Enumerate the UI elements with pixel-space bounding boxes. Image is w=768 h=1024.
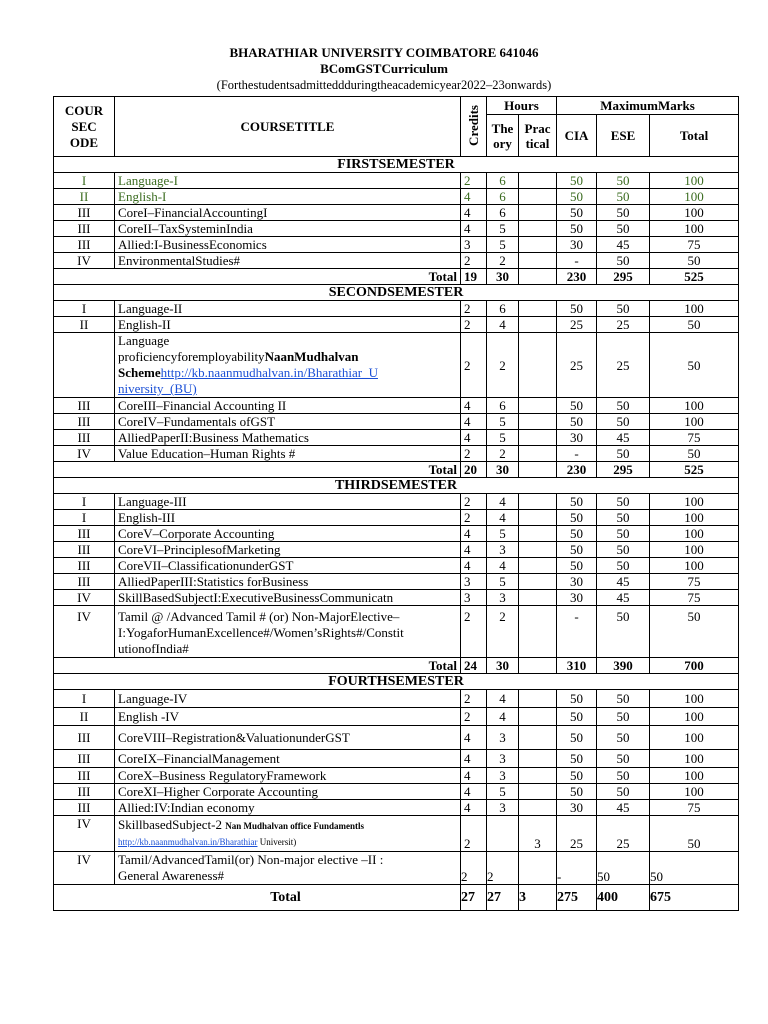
col-max-marks: MaximumMarks (557, 97, 739, 115)
semester-heading: SECONDSEMESTER (54, 285, 739, 301)
col-credits: Credits (461, 97, 487, 157)
table-row: III CoreV–Corporate Accounting 4 5 50 50 100 (54, 526, 739, 542)
col-practical: Prac tical (519, 115, 557, 157)
table-row: III CoreIX–FinancialManagement 4 3 50 50 100 (54, 750, 739, 768)
table-row: I Language-IV 2 4 50 50 100 (54, 690, 739, 708)
table-row: III CoreVI–PrinciplesofMarketing 4 3 50 50 100 (54, 542, 739, 558)
table-row: I Language-III 2 4 50 50 100 (54, 494, 739, 510)
table-row: III AlliedPaperIII:Statistics forBusiness 3 5 30 45 75 (54, 574, 739, 590)
naan-mudhalvan-link[interactable]: http://kb.naanmudhalvan.in/Bharathiar_U (160, 365, 378, 380)
table-row: III CoreIII–Financial Accounting II 4 6 50 50 100 (54, 398, 739, 414)
table-row: II English-I 4 6 50 50 100 (54, 189, 739, 205)
table-row: I Language-I 2 6 50 50 100 (54, 173, 739, 189)
col-cia: CIA (557, 115, 597, 157)
col-ese: ESE (597, 115, 650, 157)
table-row: III CoreII–TaxSysteminIndia 4 5 50 50 100 (54, 221, 739, 237)
col-course-code: COUR SEC ODE (54, 97, 115, 157)
university-title: BHARATHIAR UNIVERSITY COIMBATORE 641046 (229, 45, 539, 60)
document-header (0, 0, 768, 93)
table-row: III CoreVII–ClassificationunderGST 4 4 50 50 100 (54, 558, 739, 574)
total-row-final: Total 27 27 3 275 400 675 (54, 885, 739, 911)
total-row: Total 24 30 310 390 700 (54, 658, 739, 674)
naan-mudhalvan-link-cont[interactable]: niversity_(BU) (118, 381, 197, 396)
skill-subject-link[interactable]: http://kb.naanmudhalvan.in/Bharathiar (118, 837, 258, 847)
table-row: IV EnvironmentalStudies# 2 2 - 50 50 (54, 253, 739, 269)
table-row: I English-III 2 4 50 50 100 (54, 510, 739, 526)
table-row: IV SkillBasedSubjectI:ExecutiveBusinessCommunicatn 3 3 30 45 75 (54, 590, 739, 606)
table-row-elective: IV Tamil/AdvancedTamil(or) Non-major elective –II : General Awareness# 2 2 - 50 50 (54, 852, 739, 885)
curriculum-title: BComGSTCurriculum (320, 61, 448, 76)
table-row: III CoreI–FinancialAccountingI 4 6 50 50 100 (54, 205, 739, 221)
table-row: II English -IV 2 4 50 50 100 (54, 708, 739, 726)
table-row: III AlliedPaperII:Business Mathematics 4 5 30 45 75 (54, 430, 739, 446)
col-total: Total (650, 115, 739, 157)
table-row: IV Value Education–Human Rights # 2 2 - 50 50 (54, 446, 739, 462)
table-row: III CoreXI–Higher Corporate Accounting 4 5 50 50 100 (54, 784, 739, 800)
table-row: I Language-II 2 6 50 50 100 (54, 301, 739, 317)
table-row: III CoreX–Business RegulatoryFramework 4 3 50 50 100 (54, 768, 739, 784)
col-course-title: COURSETITLE (115, 97, 461, 157)
semester-heading: THIRDSEMESTER (54, 478, 739, 494)
col-hours: Hours (487, 97, 557, 115)
semester-heading: FOURTHSEMESTER (54, 674, 739, 690)
table-row: III Allied:I-BusinessEconomics 3 5 30 45 75 (54, 237, 739, 253)
admission-note: (Forthestudentsadmitteddduringtheacademicyear2022–23onwards) (216, 78, 552, 92)
table-row: III Allied:IV:Indian economy 4 3 30 45 75 (54, 800, 739, 816)
table-row-tamil: IV Tamil @ /Advanced Tamil # (or) Non-MajorElective– I:YogaforHumanExcellence#/Women’sRights#/Constit utionofIndia# 2 2 - 50 50 (54, 606, 739, 658)
curriculum-table (53, 96, 739, 911)
table-row-skill-based: IV SkillbasedSubject-2 Nan Mudhalvan office Fundamentls http://kb.naanmudhalvan.in/Bharathiar Universit) 2 3 25 25 50 (54, 816, 739, 852)
total-row: Total 20 30 230 295 525 (54, 462, 739, 478)
table-row: III CoreIV–Fundamentals ofGST 4 5 50 50 100 (54, 414, 739, 430)
semester-heading: FIRSTSEMESTER (54, 157, 739, 173)
table-row-naan-mudhalvan: Language proficiencyforemployabilityNaanMudhalvan Schemehttp://kb.naanmudhalvan.in/Bharathiar_U niversity_(BU) 2 2 25 25 50 (54, 333, 739, 398)
col-theory: The ory (487, 115, 519, 157)
total-row: Total 19 30 230 295 525 (54, 269, 739, 285)
table-row: II English-II 2 4 25 25 50 (54, 317, 739, 333)
table-row: III CoreVIII–Registration&ValuationunderGST 4 3 50 50 100 (54, 726, 739, 750)
